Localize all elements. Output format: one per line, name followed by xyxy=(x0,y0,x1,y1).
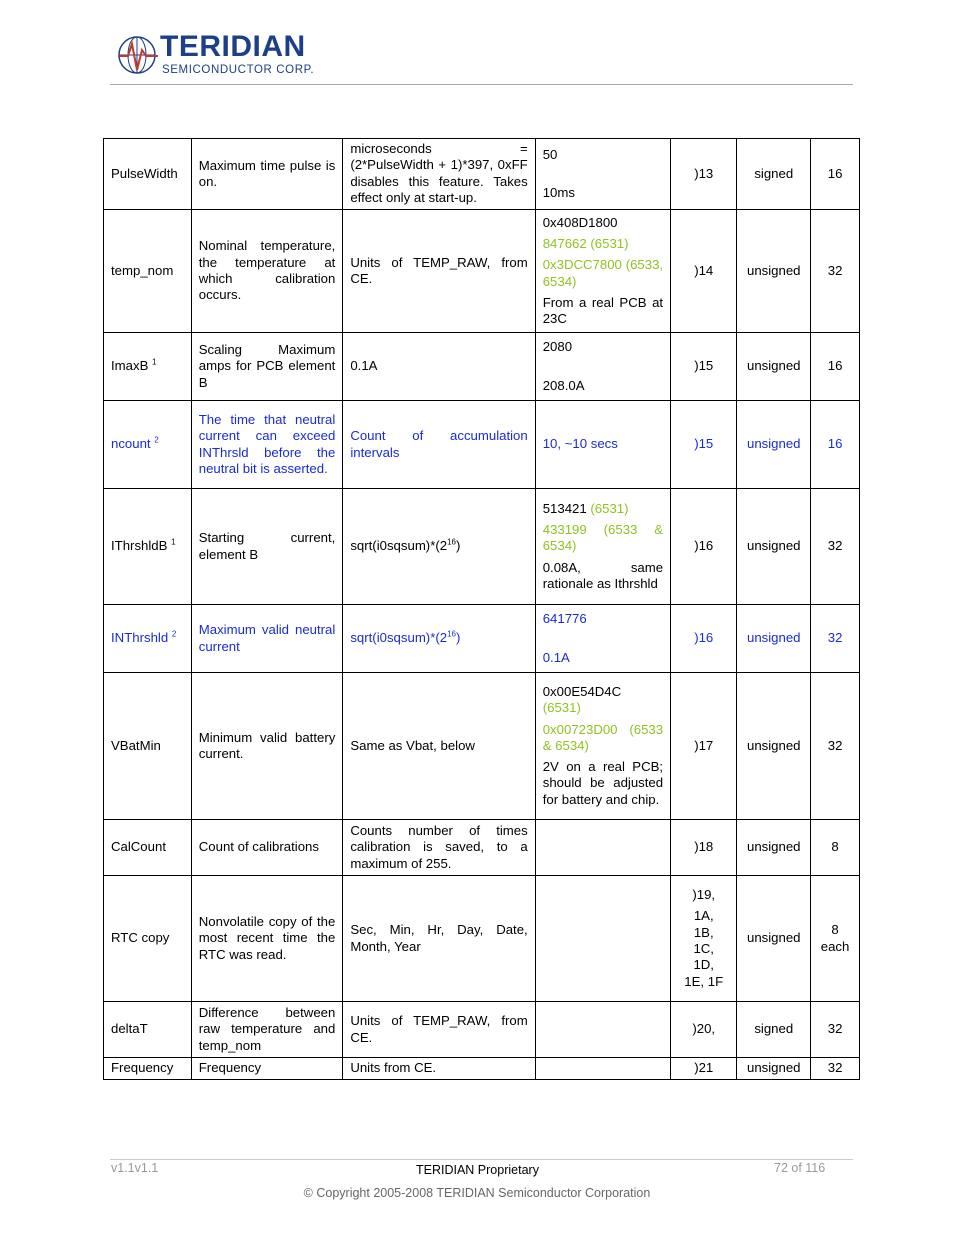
param-default xyxy=(535,1058,670,1080)
param-location: )15 xyxy=(671,401,737,489)
default-value: 2V on a real PCB; should be adjusted for battery and chip. xyxy=(542,759,664,807)
default-value: 208.0A xyxy=(542,377,585,393)
param-name: INThrshld $^2$ xyxy=(104,605,192,673)
param-default xyxy=(535,139,670,210)
table-row xyxy=(104,820,860,876)
table-row xyxy=(104,210,860,333)
param-bits: 16 xyxy=(811,401,860,489)
param-description: Maximum time pulse is on. xyxy=(191,139,343,210)
teridian-logo xyxy=(116,30,321,80)
param-units: Counts number of times calibration is saved, to a maximum of 255. xyxy=(343,820,535,876)
default-value: From a real PCB at 23C xyxy=(542,294,664,327)
logo-wordmark: TERIDIAN xyxy=(160,30,306,63)
default-value: 0.1A xyxy=(542,649,570,665)
param-name: IThrshldB $^1$ xyxy=(104,489,192,605)
param-default xyxy=(535,333,670,401)
param-description: Nonvolatile copy of the most recent time the RTC was read. xyxy=(191,876,343,1002)
param-units: microseconds = (2*PulseWidth + 1)*397, 0xFF disables this feature. Takes effect only at start-up. xyxy=(343,139,535,210)
param-type: unsigned xyxy=(737,820,811,876)
logo-subtitle: SEMICONDUCTOR CORP. xyxy=(162,64,315,76)
param-units: $sqrt(i0sqsum)*(2^{16})$ xyxy=(343,605,535,673)
table-row xyxy=(104,333,860,401)
param-default xyxy=(535,1002,670,1058)
param-location: )19, 1A, 1B, 1C, 1D, 1E, 1F xyxy=(671,876,737,1002)
default-value: 433199 (6533 & 6534) xyxy=(542,522,664,554)
param-location: )13 xyxy=(671,139,737,210)
param-bits: 16 xyxy=(811,333,860,401)
param-default xyxy=(535,605,670,673)
footer-divider xyxy=(110,1159,853,1160)
parameter-table xyxy=(103,138,860,1080)
param-description: Frequency xyxy=(191,1058,343,1080)
param-default xyxy=(535,401,670,489)
param-type: unsigned xyxy=(737,489,811,605)
param-name: VBatMin xyxy=(104,673,192,820)
param-name: CalCount xyxy=(104,820,192,876)
param-default xyxy=(535,820,670,876)
table-row xyxy=(104,673,860,820)
param-name: deltaT xyxy=(104,1002,192,1058)
table-row xyxy=(104,605,860,673)
param-description: Scaling Maximum amps for PCB element B xyxy=(191,333,343,401)
default-value: 0x00E54D4C (6531) xyxy=(542,683,622,716)
footer-proprietary: TERIDIAN Proprietary xyxy=(416,1163,539,1177)
table-row xyxy=(104,1002,860,1058)
default-value: 0x00723D00 (6533 & 6534) xyxy=(542,721,664,753)
param-location: )15 xyxy=(671,333,737,401)
default-value: 2080 xyxy=(542,339,573,355)
param-description: Nominal temperature, the temperature at which calibration occurs. xyxy=(191,210,343,333)
param-default xyxy=(535,489,670,605)
param-type: unsigned xyxy=(737,333,811,401)
param-location: )20, xyxy=(671,1002,737,1058)
table-row xyxy=(104,401,860,489)
param-bits: 32 xyxy=(811,673,860,820)
param-name: ImaxB $^1$ xyxy=(104,333,192,401)
footer-copyright: © Copyright 2005-2008 TERIDIAN Semiconductor Corporation xyxy=(303,1186,651,1200)
param-type: signed xyxy=(737,1002,811,1058)
param-name: temp_nom xyxy=(104,210,192,333)
default-value: 0.08A, same rationale as Ithrshld xyxy=(542,559,664,591)
default-value: 0x408D1800 xyxy=(542,214,618,230)
param-units: 0.1A xyxy=(343,333,535,401)
param-default xyxy=(535,673,670,820)
param-units: $sqrt(i0sqsum)*(2^{16})$ xyxy=(343,489,535,605)
param-name: RTC copy xyxy=(104,876,192,1002)
param-bits: 32 xyxy=(811,605,860,673)
table-row xyxy=(104,876,860,1002)
footer-version: v1.1v1.1 xyxy=(111,1161,159,1175)
param-location: )21 xyxy=(671,1058,737,1080)
param-units: Count of accumulation intervals xyxy=(343,401,535,489)
param-bits: 8 xyxy=(811,820,860,876)
param-name: ncount $^2$ xyxy=(104,401,192,489)
table-row xyxy=(104,139,860,210)
param-units: Units from CE. xyxy=(343,1058,535,1080)
param-description: Count of calibrations xyxy=(191,820,343,876)
default-value: 10, ~10 secs xyxy=(542,436,618,452)
header-divider xyxy=(110,84,853,85)
param-units: Sec, Min, Hr, Day, Date, Month, Year xyxy=(343,876,535,1002)
param-type: unsigned xyxy=(737,1058,811,1080)
default-value: 847662 (6531) xyxy=(542,235,629,251)
param-default xyxy=(535,876,670,1002)
footer-page-number: 72 of 116 xyxy=(774,1161,826,1175)
param-bits: 8 each xyxy=(811,876,860,1002)
default-value: 641776 xyxy=(542,611,587,627)
param-type: unsigned xyxy=(737,876,811,1002)
default-value: 513421 (6531) xyxy=(542,500,629,516)
param-units: Units of TEMP_RAW, from CE. xyxy=(343,1002,535,1058)
param-description: Maximum valid neutral current xyxy=(191,605,343,673)
param-type: unsigned xyxy=(737,673,811,820)
default-value: 50 xyxy=(542,146,558,162)
param-description: Difference between raw temperature and temp_nom xyxy=(191,1002,343,1058)
param-default xyxy=(535,210,670,333)
param-bits: 32 xyxy=(811,489,860,605)
param-bits: 32 xyxy=(811,210,860,333)
param-units: Same as Vbat, below xyxy=(343,673,535,820)
param-type: signed xyxy=(737,139,811,210)
param-location: )16 xyxy=(671,489,737,605)
param-name: PulseWidth xyxy=(104,139,192,210)
param-description: The time that neutral current can exceed INThrsld before the neutral bit is asserted. xyxy=(191,401,343,489)
table-row xyxy=(104,1058,860,1080)
param-location: )16 xyxy=(671,605,737,673)
param-bits: 32 xyxy=(811,1002,860,1058)
param-location: )17 xyxy=(671,673,737,820)
param-description: Minimum valid battery current. xyxy=(191,673,343,820)
param-bits: 32 xyxy=(811,1058,860,1080)
param-location: )14 xyxy=(671,210,737,333)
param-type: unsigned xyxy=(737,605,811,673)
logo-globe-icon xyxy=(116,32,160,78)
param-description: Starting current, element B xyxy=(191,489,343,605)
param-bits: 16 xyxy=(811,139,860,210)
param-name: Frequency xyxy=(104,1058,192,1080)
default-value: 10ms xyxy=(542,185,575,200)
param-type: unsigned xyxy=(737,210,811,333)
table-row xyxy=(104,489,860,605)
default-value: 0x3DCC7800 (6533, 6534) xyxy=(542,257,664,289)
param-type: unsigned xyxy=(737,401,811,489)
param-units: Units of TEMP_RAW, from CE. xyxy=(343,210,535,333)
param-location: )18 xyxy=(671,820,737,876)
